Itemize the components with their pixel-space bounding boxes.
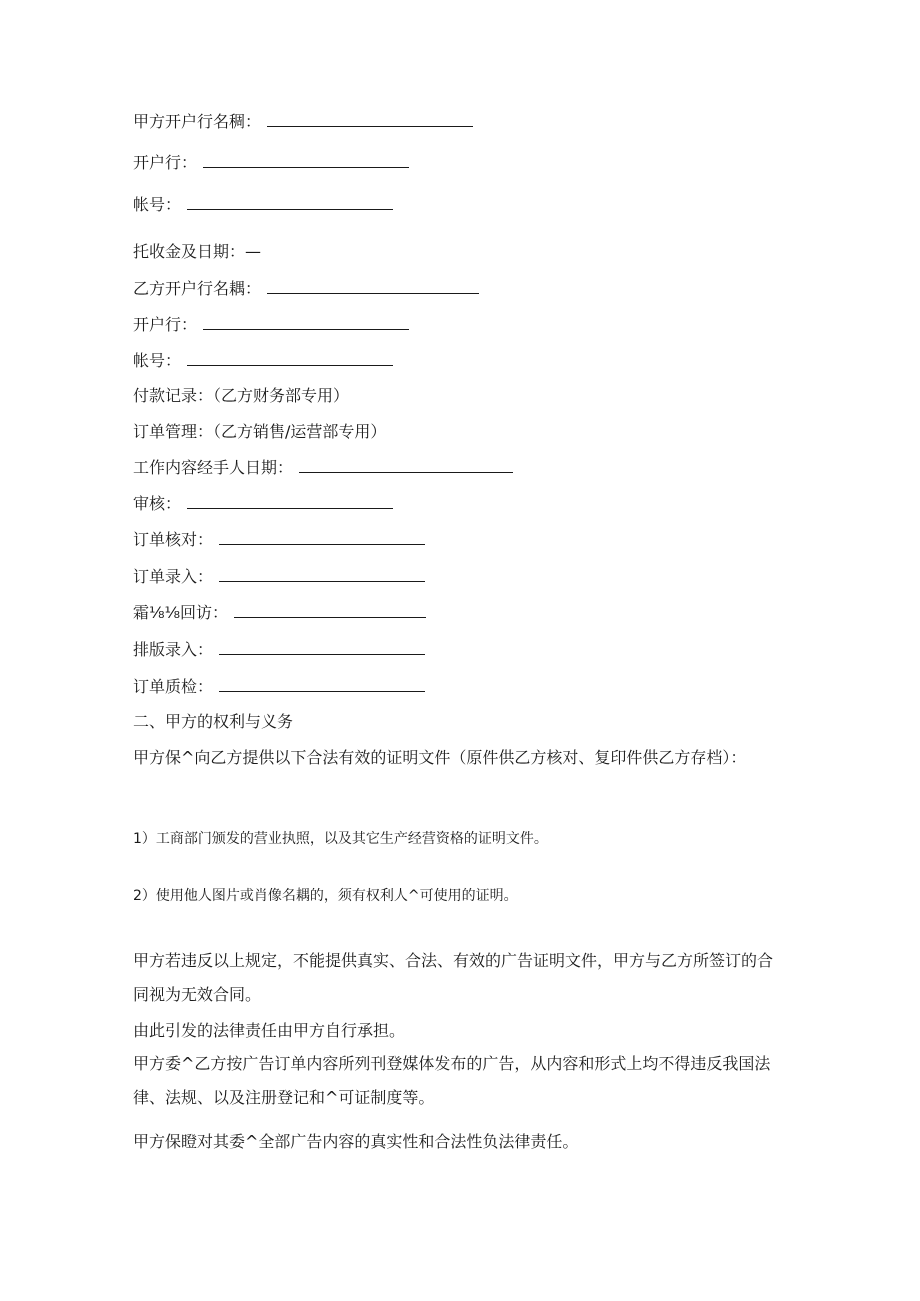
review-row	[133, 494, 393, 514]
order-qc-blank[interactable]	[219, 677, 425, 692]
party-b-account-name-row	[133, 279, 479, 299]
party-a-account-name-blank[interactable]	[267, 112, 473, 127]
order-entry-row	[133, 567, 425, 587]
section-2-heading: 二、甲方的权利与义务	[133, 712, 294, 731]
collection-row	[133, 242, 261, 262]
layout-entry-row	[133, 640, 425, 660]
bank-b-blank[interactable]	[203, 315, 409, 330]
layout-entry-label: 排版录入：	[133, 640, 214, 659]
party-b-account-name-blank[interactable]	[267, 279, 479, 294]
order-qc-label: 订单质检：	[133, 677, 214, 696]
entrust-paragraph: 甲方委^乙方按广告订单内容所列刊登媒体发布的广告，从内容和形式上均不得违反我国法律、法规、以及注册登记和^可证制度等。	[133, 1054, 771, 1107]
party-a-account-name-label: 甲方开户行名稠：	[133, 112, 262, 131]
bank-a-blank[interactable]	[203, 153, 409, 168]
order-qc-row	[133, 677, 425, 697]
account-no-b-label: 帐号：	[133, 351, 182, 370]
party-b-account-name-label: 乙方开户行名耦：	[133, 279, 262, 298]
bank-a-row	[133, 153, 409, 173]
liability-paragraph: 由此引发的法律责任由甲方自行承担。	[133, 1021, 406, 1040]
account-no-a-label: 帐号：	[133, 195, 182, 214]
order-management-row	[133, 422, 386, 442]
account-no-b-blank[interactable]	[187, 351, 393, 366]
section-2-intro: 甲方保^向乙方提供以下合法有效的证明文件（原件供乙方核对、复印件供乙方存档）：	[133, 748, 747, 767]
party-a-account-name-row	[133, 112, 473, 132]
account-no-a-row	[133, 195, 393, 215]
order-check-label: 订单核对：	[133, 530, 214, 549]
follow-up-blank[interactable]	[234, 603, 426, 618]
order-check-row	[133, 530, 425, 550]
order-management-label: 订单管理：（乙方销售/运营部专用）	[133, 422, 387, 441]
bank-a-label: 开户行：	[133, 153, 198, 172]
payment-record-label: 付款记录：（乙方财务部专用）	[133, 386, 350, 405]
handler-date-blank[interactable]	[299, 458, 513, 473]
account-no-a-blank[interactable]	[187, 195, 393, 210]
bank-b-label: 开户行：	[133, 315, 198, 334]
violation-paragraph: 甲方若违反以上规定，不能提供真实、合法、有效的广告证明文件，甲方与乙方所签订的合同视为无效合同。	[133, 951, 774, 1004]
payment-record-row	[133, 386, 349, 406]
collection-label: 托收金及日期：—	[133, 242, 262, 261]
follow-up-label: 霜⅛⅛回访：	[133, 603, 229, 622]
account-no-b-row	[133, 351, 393, 371]
order-check-blank[interactable]	[219, 530, 425, 545]
follow-up-row	[133, 603, 426, 623]
handler-date-row	[133, 458, 513, 478]
review-label: 审核：	[133, 494, 182, 513]
layout-entry-blank[interactable]	[219, 640, 425, 655]
handler-date-label: 工作内容经手人日期：	[133, 458, 294, 477]
review-blank[interactable]	[187, 494, 393, 509]
order-entry-label: 订单录入：	[133, 567, 214, 586]
order-entry-blank[interactable]	[219, 567, 425, 582]
bank-b-row	[133, 315, 409, 335]
section-2-item-2: 2）使用他人图片或肖像名耦的，须有权利人^可使用的证明。	[133, 888, 518, 904]
section-2-item-1: 1）工商部门颁发的营业执照，以及其它生产经营资格的证明文件。	[133, 831, 548, 847]
guarantee-paragraph: 甲方保瞪对其委^全部广告内容的真实性和合法性负法律责任。	[133, 1132, 579, 1151]
